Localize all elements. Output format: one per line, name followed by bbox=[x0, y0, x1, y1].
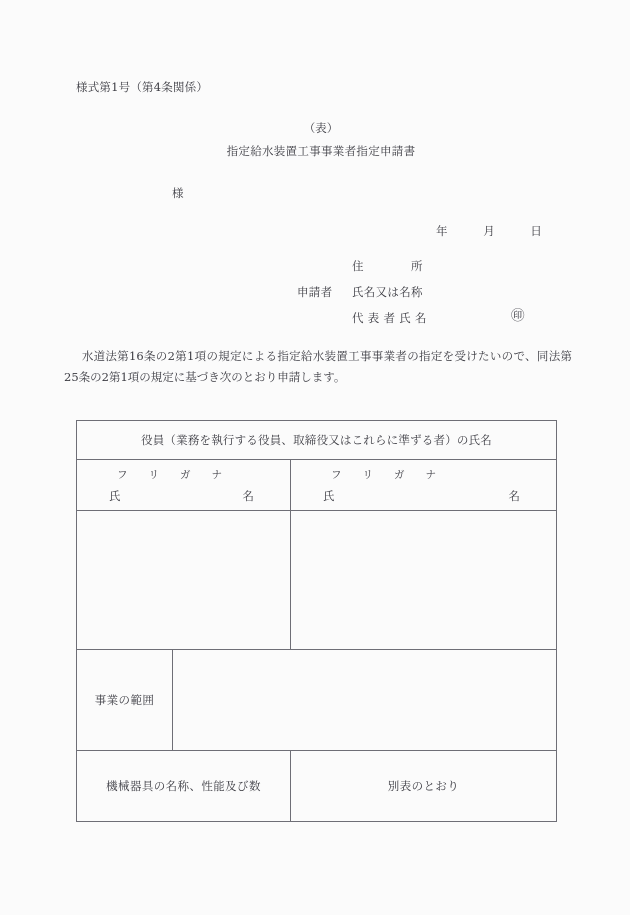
officer-name-input-left[interactable] bbox=[77, 511, 291, 650]
name-label-right-first: 氏 bbox=[323, 488, 335, 503]
applicant-name-label: 氏名又は名称 bbox=[352, 285, 423, 299]
table-row-equipment bbox=[77, 751, 557, 822]
officers-header-cell: 役員（業務を執行する役員、取締役又はこれらに準ずる者）の氏名 bbox=[77, 421, 557, 460]
body-paragraph-line-2: 法第25条の2第1項の規定に基づき次のとおり申請します。 bbox=[64, 349, 572, 385]
name-label-left-first: 氏 bbox=[109, 488, 121, 503]
title-kind-label: （表） bbox=[303, 121, 339, 135]
name-label-group-left bbox=[109, 488, 256, 504]
furigana-label-left: フ リ ガ ナ bbox=[117, 468, 222, 481]
name-label-left-second: 名 bbox=[242, 488, 254, 503]
date-line: 年 月 日 bbox=[436, 224, 543, 238]
officer-name-input-right[interactable] bbox=[291, 511, 557, 650]
applicant-representative-label: 代 表 者 氏 名 bbox=[352, 311, 427, 325]
equipment-value: 別表のとおり bbox=[291, 751, 557, 822]
applicant-label: 申請者 bbox=[297, 285, 333, 299]
table-row-officer-names bbox=[77, 511, 557, 650]
addressee-suffix: 様 bbox=[172, 186, 184, 200]
body-paragraph-line-1: 水道法第16条の2第1項の規定による指定給水装置工事事業者の指定を受けたいので、同 bbox=[81, 349, 549, 363]
furigana-cell-right bbox=[291, 460, 557, 511]
furigana-label-right: フ リ ガ ナ bbox=[331, 468, 436, 481]
table-row-officers-header bbox=[77, 421, 557, 460]
page-title: 指定給水装置工事事業者指定申請書 bbox=[226, 144, 416, 158]
table-row-furigana bbox=[77, 460, 557, 511]
application-table bbox=[76, 420, 557, 822]
equipment-label: 機械器具の名称、性能及び数 bbox=[77, 751, 291, 822]
business-scope-input[interactable] bbox=[173, 650, 557, 751]
business-scope-label: 事業の範囲 bbox=[77, 650, 173, 751]
table-row-business-scope bbox=[77, 650, 557, 751]
name-label-right-second: 名 bbox=[508, 488, 520, 503]
applicant-address-label: 住 所 bbox=[352, 259, 423, 273]
body-paragraph bbox=[64, 346, 572, 389]
form-number: 様式第1号（第4条関係） bbox=[76, 80, 209, 94]
seal-stamp-icon: ㊞ bbox=[511, 308, 525, 324]
name-label-group-right bbox=[323, 488, 522, 504]
furigana-cell-left bbox=[77, 460, 291, 511]
